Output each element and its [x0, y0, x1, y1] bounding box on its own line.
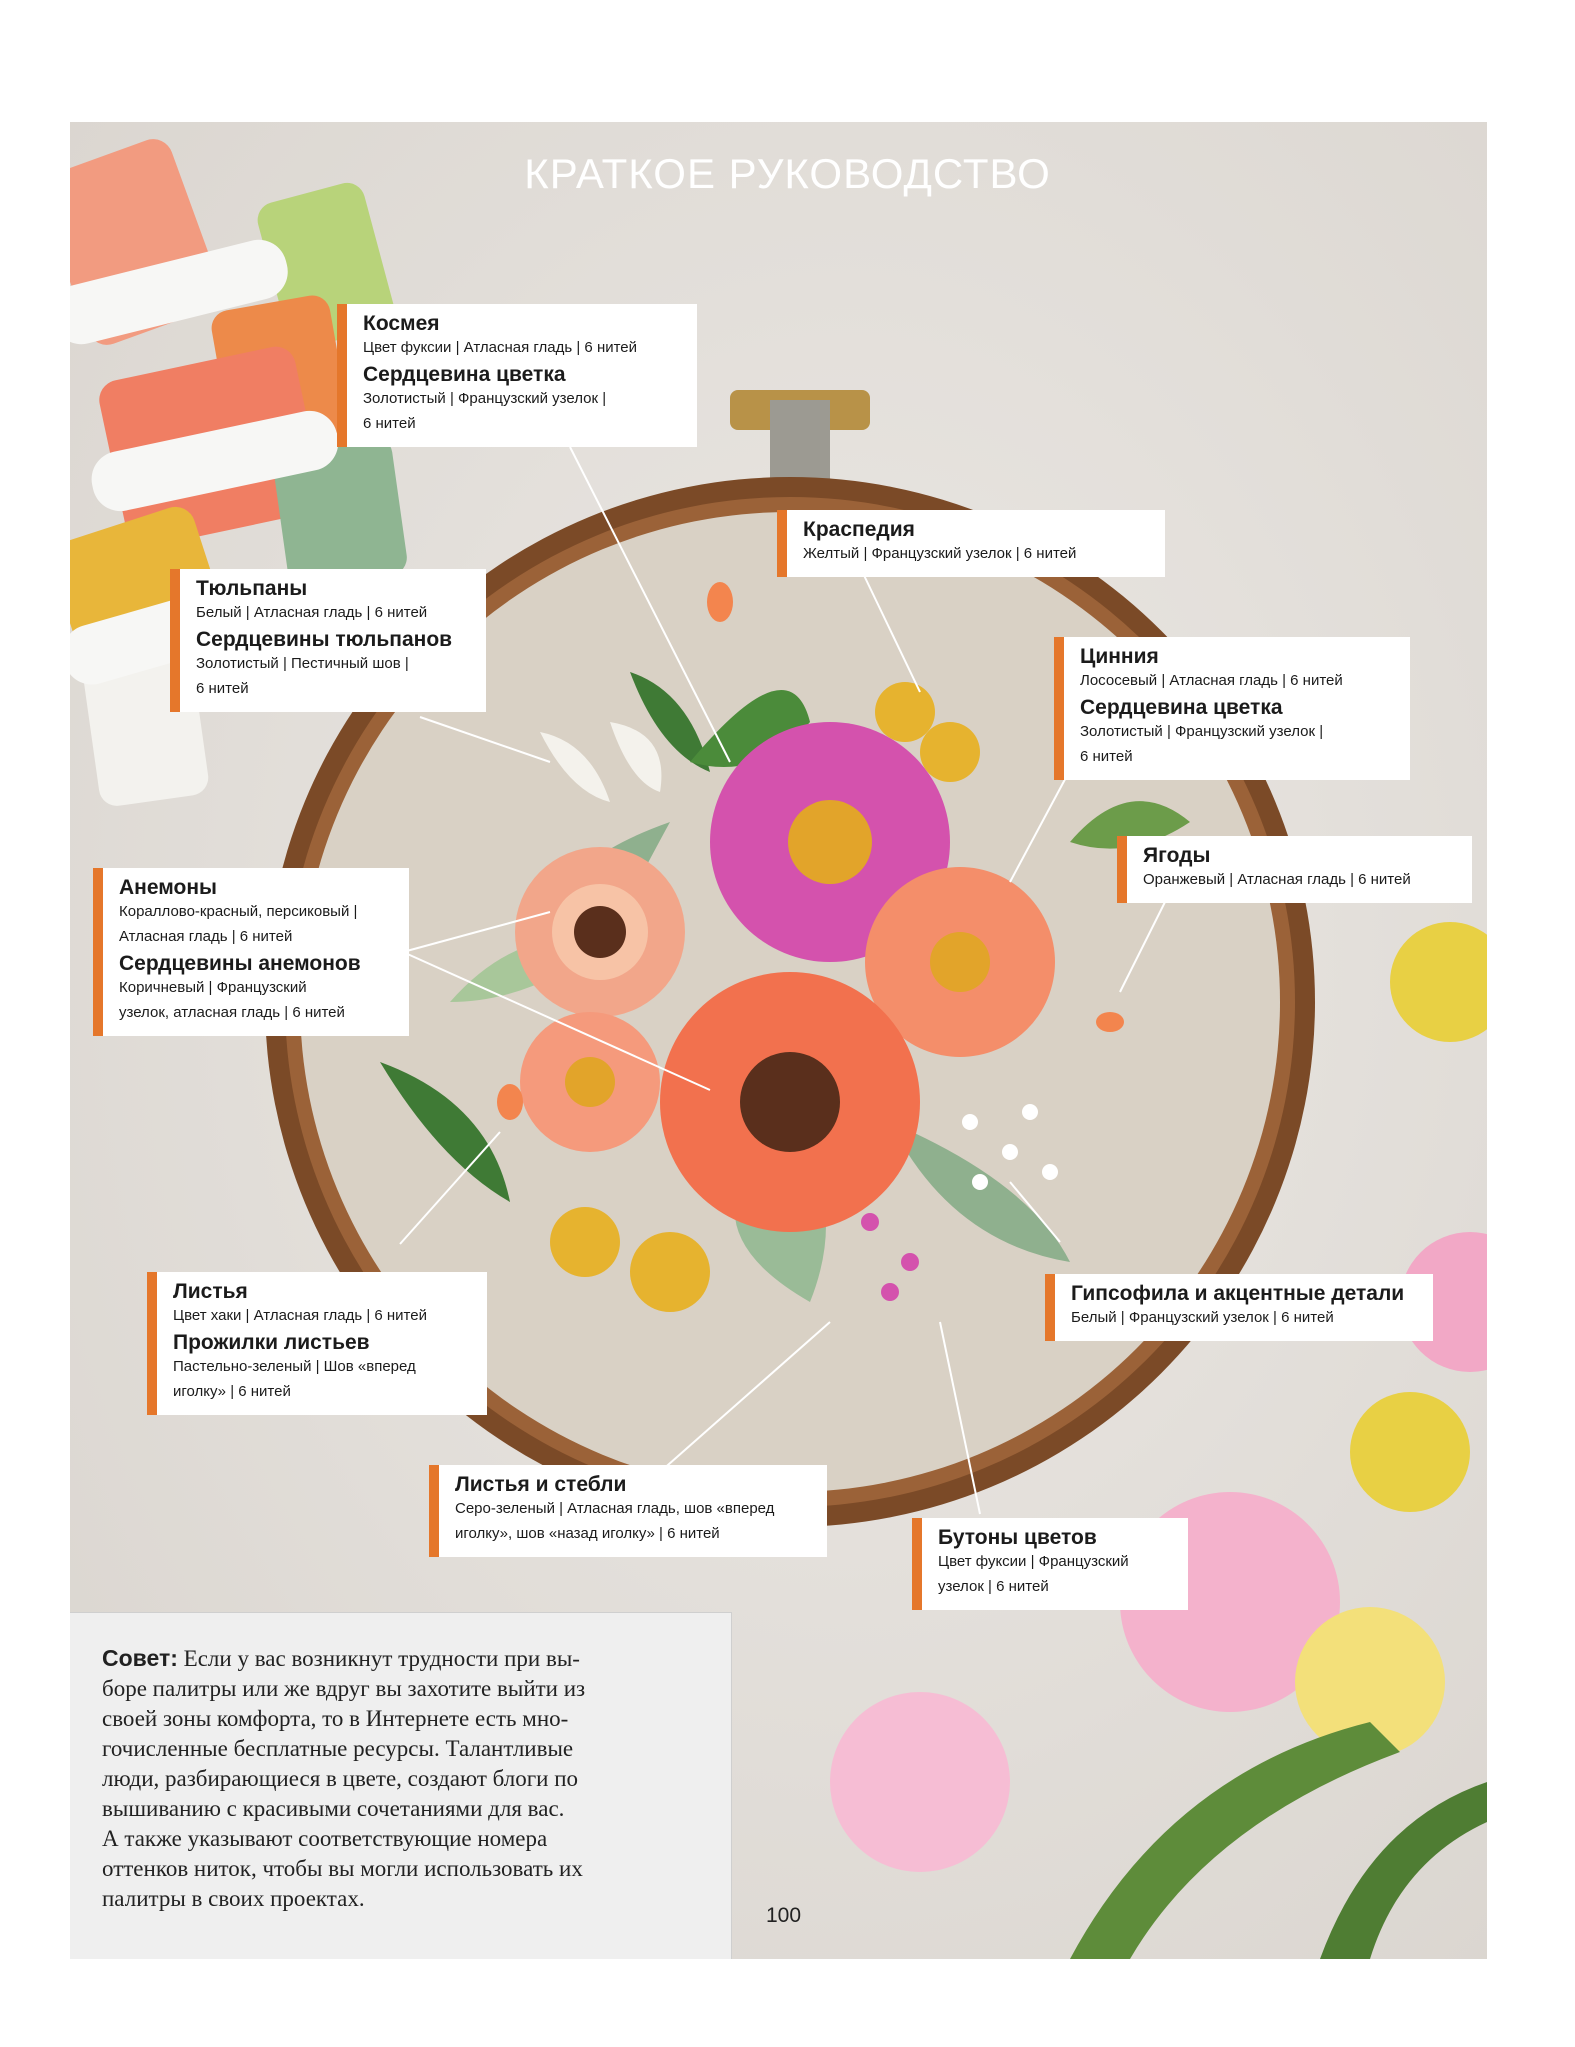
label-detail: узелок | 6 нитей — [938, 1578, 1049, 1595]
label-detail: Золотистый | Французский узелок | — [363, 390, 607, 407]
label-leaves-and-stems — [429, 1465, 827, 1557]
label-heading: Бутоны цветов — [938, 1526, 1097, 1549]
label-detail: Золотистый | Пестичный шов | — [196, 655, 409, 672]
label-heading: Анемоны — [119, 876, 217, 899]
label-detail: Белый | Французский узелок | 6 нитей — [1071, 1309, 1334, 1326]
label-detail: Цвет фуксии | Атласная гладь | 6 нитей — [363, 339, 638, 356]
label-heading: Листья и стебли — [455, 1473, 627, 1496]
label-gypsophila — [1045, 1274, 1433, 1341]
tip-box — [70, 1612, 732, 1959]
page-title: КРАТКОЕ РУКОВОДСТВО — [524, 150, 1051, 197]
label-detail: Пастельно-зеленый | Шов «вперед — [173, 1358, 416, 1375]
label-detail: Атласная гладь | 6 нитей — [119, 928, 293, 945]
tip-line: оттенков ниток, чтобы вы могли использовать их — [102, 1856, 583, 1881]
label-detail: Оранжевый | Атласная гладь | 6 нитей — [1143, 871, 1411, 888]
label-detail: 6 нитей — [1080, 748, 1133, 765]
label-detail: Цвет фуксии | Французский — [938, 1553, 1129, 1570]
label-heading: Сердцевина цветка — [1080, 696, 1283, 719]
tip-line: палитры в своих проектах. — [102, 1886, 365, 1911]
label-heading: Прожилки листьев — [173, 1331, 370, 1354]
label-detail: Кораллово-красный, персиковый | — [119, 903, 358, 920]
tip-line: Если у вас возникнут трудности при вы- — [177, 1646, 580, 1671]
label-heading: Гипсофила и акцентные детали — [1071, 1282, 1405, 1305]
label-berries — [1117, 836, 1472, 903]
label-detail: Цвет хаки | Атласная гладь | 6 нитей — [173, 1307, 427, 1324]
label-detail: иголку» | 6 нитей — [173, 1383, 291, 1400]
label-heading: Краспедия — [803, 518, 915, 541]
label-detail: 6 нитей — [363, 415, 416, 432]
label-detail: Лососевый | Атласная гладь | 6 нитей — [1080, 672, 1343, 689]
label-heading: Листья — [173, 1280, 248, 1303]
label-detail: Коричневый | Французский — [119, 979, 307, 996]
label-detail: Желтый | Французский узелок | 6 нитей — [803, 545, 1077, 562]
tip-line: А также указывают соответствующие номера — [102, 1826, 548, 1851]
label-detail: Серо-зеленый | Атласная гладь, шов «вперед — [455, 1500, 775, 1517]
label-heading: Ягоды — [1143, 844, 1211, 867]
label-detail: узелок, атласная гладь | 6 нитей — [119, 1004, 345, 1021]
label-detail: Золотистый | Французский узелок | — [1080, 723, 1324, 740]
page-number: 100 — [766, 1904, 802, 1927]
label-flower-buds — [912, 1518, 1188, 1610]
label-heading: Космея — [363, 312, 440, 335]
tip-line: вышиванию с красивыми сочетаниями для вас. — [102, 1796, 565, 1821]
tip-label: Совет: — [102, 1645, 178, 1671]
label-heading: Тюльпаны — [196, 577, 308, 600]
tip-line: своей зоны комфорта, то в Интернете есть мно- — [102, 1706, 569, 1731]
tip-line: гочисленные бесплатные ресурсы. Талантливые — [102, 1736, 574, 1761]
label-detail: Белый | Атласная гладь | 6 нитей — [196, 604, 428, 621]
label-detail: 6 нитей — [196, 680, 249, 697]
tip-line: боре палитры или же вдруг вы захотите выйти из — [102, 1676, 586, 1701]
label-heading: Сердцевины анемонов — [119, 952, 361, 975]
label-detail: иголку», шов «назад иголку» | 6 нитей — [455, 1525, 720, 1542]
label-craspedia — [777, 510, 1165, 577]
label-heading: Сердцевина цветка — [363, 363, 566, 386]
tip-line: люди, разбирающиеся в цвете, создают блоги по — [102, 1766, 579, 1791]
label-leaves — [147, 1272, 487, 1415]
label-cosmos — [337, 304, 697, 447]
label-heading: Цинния — [1080, 645, 1159, 668]
label-heading: Сердцевины тюльпанов — [196, 628, 453, 651]
label-tulips — [170, 569, 486, 712]
label-anemones — [93, 868, 409, 1036]
label-zinnia — [1054, 637, 1410, 780]
